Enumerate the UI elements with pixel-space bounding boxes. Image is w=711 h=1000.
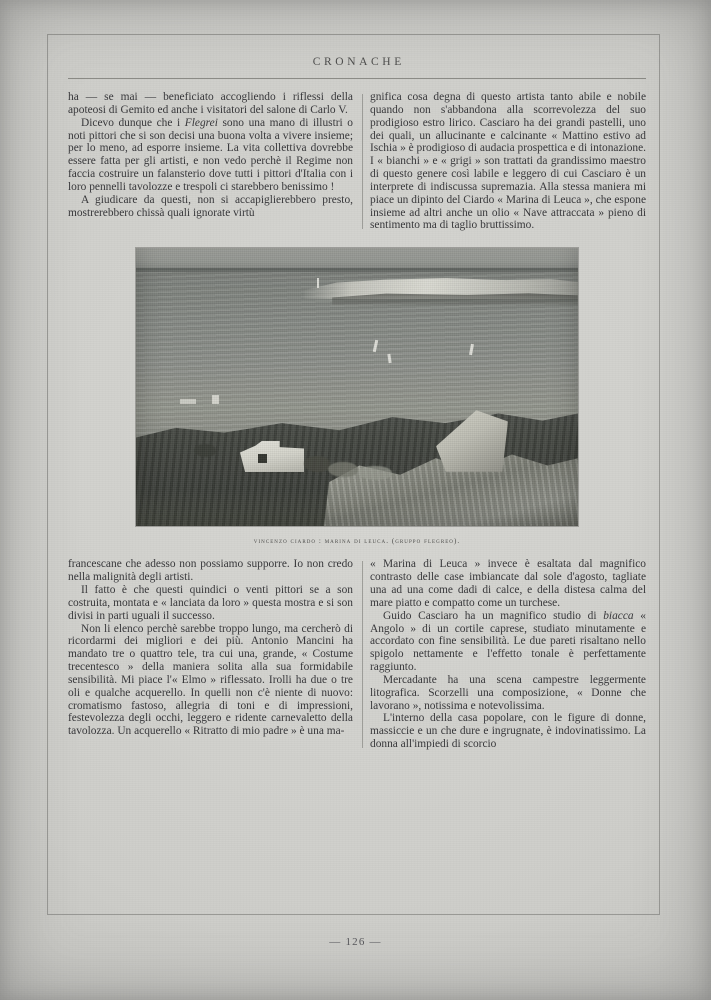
paragraph: Mercadante ha una scena campestre leggermente litografica. Scorzelli una composizione, « Donne che lavorano », notissima e notevolissima. xyxy=(370,673,646,712)
header-rule xyxy=(68,78,646,79)
upper-text-band xyxy=(68,91,646,232)
paragraph: « Marina di Leuca » invece è esaltata dal magnifico contrasto delle case imbiancate dal sole d'agosto, tagliate una ad una come dadi di calce, e della distesa calma del mare piatto e compatto come un turchese. xyxy=(370,558,646,609)
column-divider-rule xyxy=(362,561,363,748)
photograph-marina-di-leuca xyxy=(136,248,578,526)
upper-left-column xyxy=(68,91,353,232)
upper-right-column xyxy=(370,91,646,232)
lower-text-band xyxy=(68,558,646,751)
paragraph: Non li elenco perchè sarebbe troppo lungo, ma cercherò di ricordarmi dei migliori e dei più. Antonio Mancini ha mandato tre o quattro tele, tra cui una, grande, « Costume trecentesco » della maniera solita alla sua formidabile sensibilità. Mi piace l'« Elmo » riflessato. Irolli ha due o tre oli e qualche acquerello. In quelli non c'è niente di nuovo: cromatismo fastoso, allegria di toni e di impressioni, festevolezza degli occhi, leggero e ridente carnevaletto della tavolozza. Un acquerello « Ritratto di mio padre » è una ma- xyxy=(68,622,353,738)
page-content xyxy=(68,52,646,751)
paragraph: Il fatto è che questi quindici o venti pittori se a son costruita, montata e « lanciata da loro » questa mostra e si son divisi in parti uguali il successo. xyxy=(68,583,353,622)
figure-caption: vincenzo ciardo : marina di leuca. (gruppo flegreo). xyxy=(253,537,461,546)
paragraph: ha — se mai — beneficiato accogliendo i riflessi della apoteosi di Gemito ed anche i visitatori del salone di Carlo V. xyxy=(68,91,353,116)
figure-block xyxy=(68,248,646,545)
paragraph: gnifica cosa degna di questo artista tanto abile e nobile quando non s'abbandona alla scorrevolezza del suo prodigioso estro lirico. Casciaro ha dei grandi pastelli, uno dei quali, un allucinante e calcinante « Mattino estivo ad Ischia » è prodigioso di audacia prospettica e di intonazione. I « bianchi » e « grigi » son trattati da grandissimo maestro di questo genere così labile e leggero di cui Casciaro è un interprete di indiscussa supremazia. Alla stessa maniera mi piace un dipinto del Ciardo « Marina di Leuca », che espone insieme ad altri anche un olio « Nave attraccata » pieno di sentimento ma di taglio bruttissimo. xyxy=(370,91,646,232)
running-head: CRONACHE xyxy=(312,56,405,68)
paragraph: Dicevo dunque che i Flegrei sono una mano di illustri o noti pittori che si son decisi una buona volta a vivere insieme; per lo meno, ad esporre insieme. La vita collettiva dovrebbe essere fatta per gli artisti, e non vedo perchè il Regime non faccia costruire un falansterio dove tutti i pittori d'Italia con i loro pennelli tavolozze e trespoli ci starebbero benissimo ! xyxy=(68,116,353,193)
column-divider-rule xyxy=(362,94,363,229)
lower-right-column xyxy=(370,558,646,751)
lower-left-column xyxy=(68,558,353,751)
page-number: — 126 — xyxy=(329,936,382,948)
paragraph: A giudicare da questi, non si accapiglierebbero presto, mostrerebbero chissà quali ignorate virtù xyxy=(68,193,353,219)
paragraph: Guido Casciaro ha un magnifico studio di biacca « Angolo » di un cortile caprese, studiato minutamente e accordato con fine sensibilità. Le due pareti risaltano nello spigolo nettamente e l'effetto tonale è perfettamente raggiunto. xyxy=(370,609,646,674)
paragraph: L'interno della casa popolare, con le figure di donne, massiccie e un che dure e ingrugnate, è indovinatissimo. La donna all'impiedi di scorcio xyxy=(370,712,646,751)
paragraph: francescane che adesso non possiamo supporre. Io non credo nella malignità degli artisti. xyxy=(68,558,353,584)
photo-tone-overlay xyxy=(136,248,578,526)
